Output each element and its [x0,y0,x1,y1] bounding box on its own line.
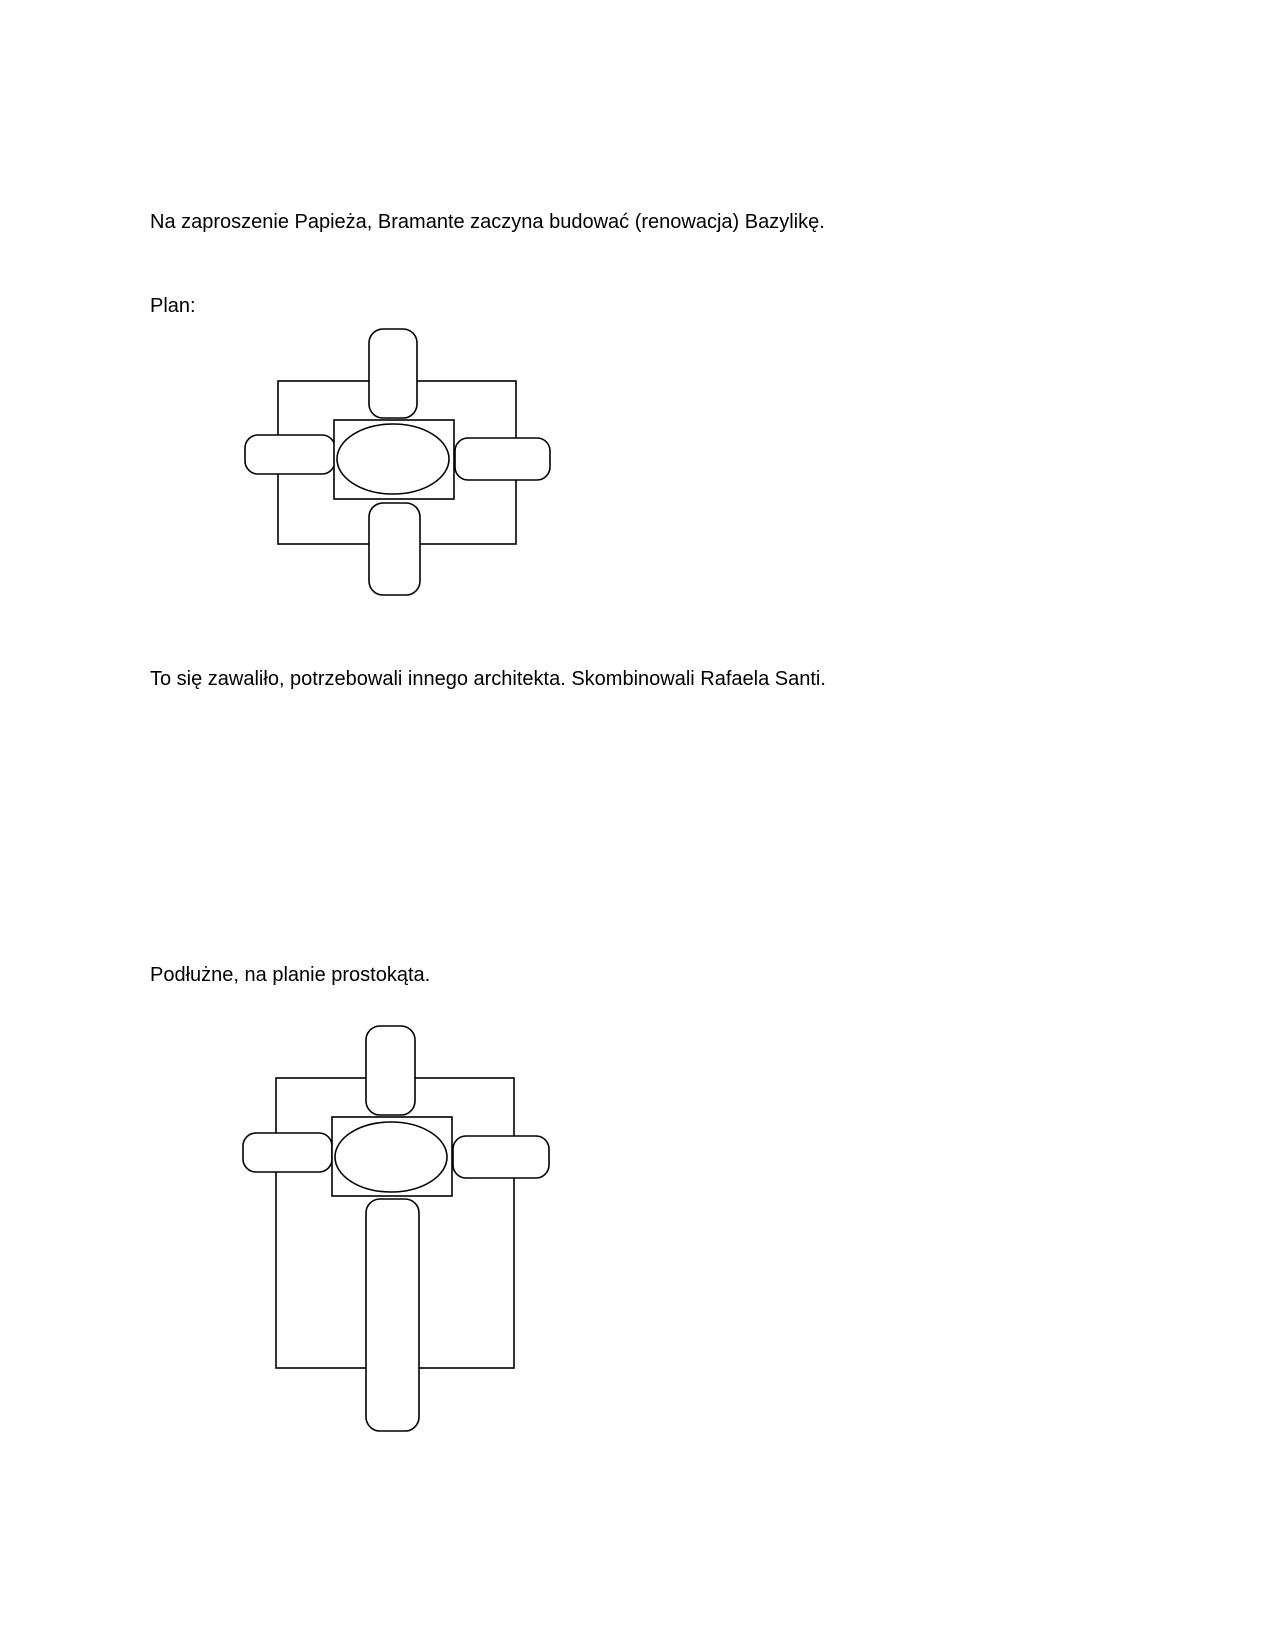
outer-square [278,381,516,544]
central-dome [335,1122,447,1192]
arm-left [245,435,335,474]
nave-long [366,1199,419,1431]
paragraph-plan-label: Plan: [150,295,196,317]
paragraph-longitudinal-plan: Podłużne, na planie prostokąta. [150,964,431,986]
paragraph-collapse-rafael: To się zawaliło, potrzebowali innego architekta. Skombinowali Rafaela Santi. [150,668,826,690]
arm-bottom [369,503,420,595]
greek-cross-plan [245,329,550,595]
paragraph-bramante-invitation: Na zaproszenie Papieża, Bramante zaczyna budować (renowacja) Bazylikę. [150,211,825,233]
arm-left [243,1133,332,1172]
central-dome [337,424,449,494]
latin-cross-plan [243,1026,549,1431]
central-square [334,420,454,499]
central-square [332,1117,452,1196]
arm-right [455,438,550,480]
arm-top [366,1026,415,1115]
arm-right [453,1136,549,1178]
arm-top [369,329,417,418]
outer-rectangle [276,1078,514,1368]
